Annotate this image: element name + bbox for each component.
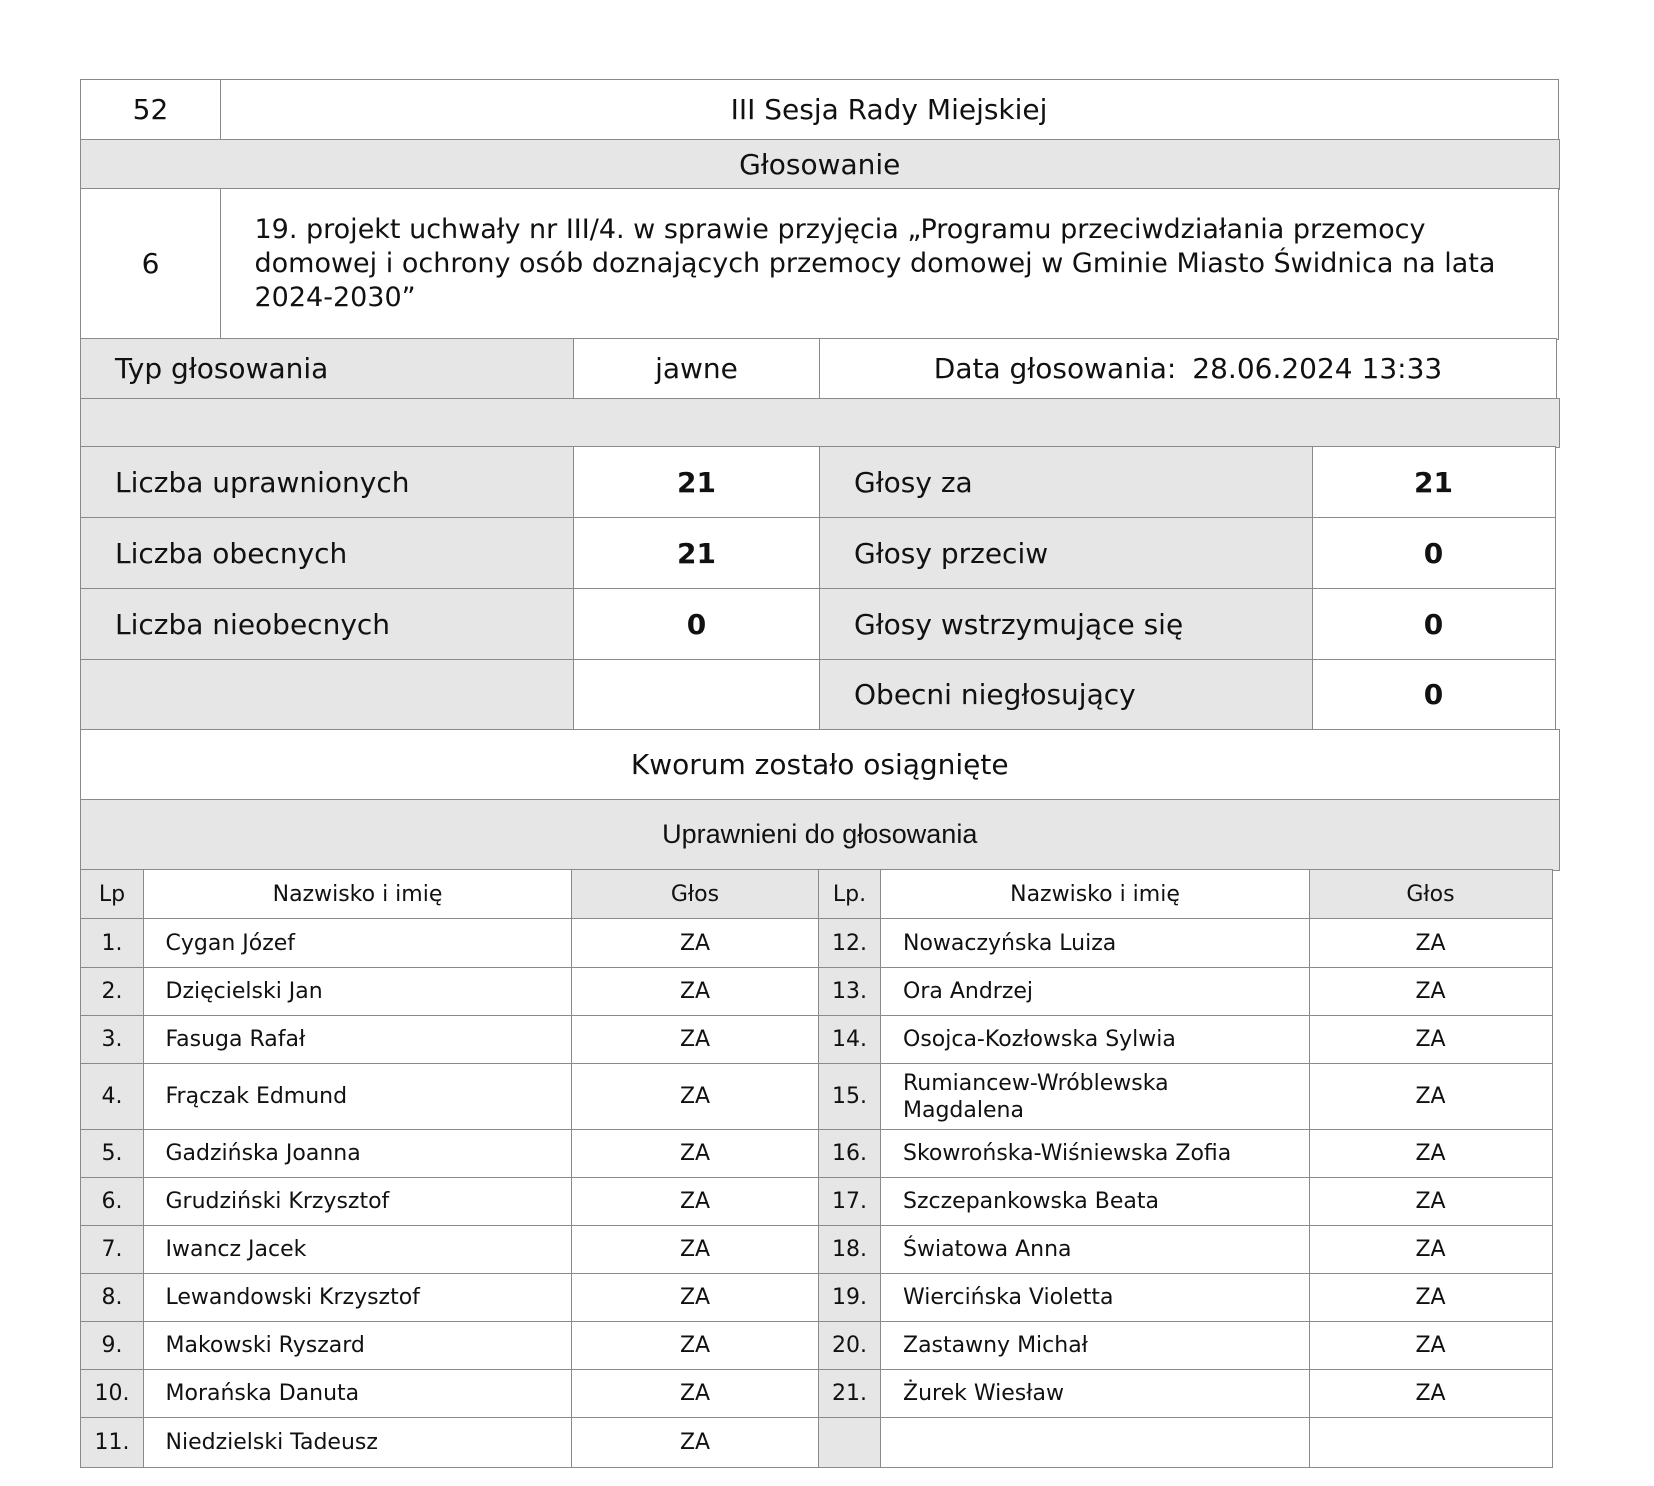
voter-row — [80, 1063, 1558, 1129]
voter-vote: ZA — [571, 1225, 819, 1275]
voter-name: Fasuga Rafał — [143, 1015, 573, 1065]
voter-name: Skowrońska-Wiśniewska Zofia — [880, 1129, 1310, 1179]
column-name-left: Nazwisko i imię — [143, 869, 573, 920]
voter-name: Frączak Edmund — [143, 1063, 573, 1131]
voter-name: Lewandowski Krzysztof — [143, 1273, 573, 1323]
quorum-row — [80, 729, 1558, 799]
vote-type-value: jawne — [573, 338, 821, 400]
voter-lp: 6. — [80, 1177, 144, 1227]
empty-value-cell — [573, 659, 821, 731]
voter-name: Zastawny Michał — [880, 1321, 1310, 1371]
absent-label: Liczba nieobecnych — [80, 588, 574, 661]
present-nonvoting-label: Obecni niegłosujący — [819, 659, 1313, 731]
voter-vote: ZA — [1309, 918, 1553, 969]
voter-vote: ZA — [571, 918, 819, 969]
stats-row-4 — [80, 659, 1558, 729]
votes-against-value: 0 — [1312, 517, 1556, 590]
voter-lp: 14. — [818, 1015, 882, 1065]
vote-date-value: 28.06.2024 13:33 — [1192, 352, 1443, 386]
voter-vote: ZA — [1309, 967, 1553, 1017]
voter-name: Osojca-Kozłowska Sylwia — [880, 1015, 1310, 1065]
voter-vote: ZA — [1309, 1129, 1553, 1179]
voter-name: Nowaczyńska Luiza — [880, 918, 1310, 969]
votes-against-label: Głosy przeciw — [819, 517, 1313, 590]
voter-vote: ZA — [571, 967, 819, 1017]
empty-vote-cell — [1309, 1417, 1553, 1468]
voter-lp: 1. — [80, 918, 144, 969]
vote-date-label: Data głosowania: — [933, 352, 1177, 386]
voter-lp: 8. — [80, 1273, 144, 1323]
voter-vote: ZA — [571, 1015, 819, 1065]
votes-abstain-label: Głosy wstrzymujące się — [819, 588, 1313, 661]
quorum-status: Kworum zostało osiągnięte — [80, 729, 1560, 801]
voter-lp: 18. — [818, 1225, 882, 1275]
voter-row — [80, 1129, 1558, 1177]
voter-vote: ZA — [1309, 1177, 1553, 1227]
agenda-item-title: 19. projekt uchwały nr III/4. w sprawie przyjęcia „Programu przeciwdziałania przemocy domowej i ochrony osób doznających przemocy domowej w Gminie Miasto Świdnica na lata 2024-2030” — [220, 188, 1559, 340]
votes-abstain-value: 0 — [1312, 588, 1556, 661]
session-header-row — [80, 79, 1558, 139]
column-vote-left: Głos — [571, 869, 819, 920]
column-lp-left: Lp — [80, 869, 144, 920]
voter-lp: 7. — [80, 1225, 144, 1275]
agenda-item-row — [80, 188, 1558, 338]
voter-name: Niedzielski Tadeusz — [143, 1417, 573, 1468]
vote-date-cell — [819, 338, 1557, 400]
voter-name: Cygan Józef — [143, 918, 573, 969]
voter-vote: ZA — [571, 1417, 819, 1468]
session-title: III Sesja Rady Miejskiej — [220, 79, 1559, 141]
empty-name-cell — [880, 1417, 1310, 1468]
voter-name: Morańska Danuta — [143, 1369, 573, 1419]
session-number: 52 — [80, 79, 221, 141]
eligible-value: 21 — [573, 446, 821, 519]
absent-value: 0 — [573, 588, 821, 661]
column-lp-right: Lp. — [818, 869, 882, 920]
voting-record-table — [80, 79, 1558, 1466]
voter-vote: ZA — [1309, 1063, 1553, 1131]
voter-row — [80, 1225, 1558, 1273]
voter-lp: 19. — [818, 1273, 882, 1323]
voter-name: Grudziński Krzysztof — [143, 1177, 573, 1227]
vote-type-label: Typ głosowania — [80, 338, 574, 400]
stats-row-3 — [80, 588, 1558, 659]
voter-name: Makowski Ryszard — [143, 1321, 573, 1371]
column-name-right: Nazwisko i imię — [880, 869, 1310, 920]
voter-vote: ZA — [571, 1273, 819, 1323]
present-label: Liczba obecnych — [80, 517, 574, 590]
voter-row — [80, 1273, 1558, 1321]
voter-name: Rumiancew-Wróblewska Magdalena — [880, 1063, 1310, 1131]
voter-vote: ZA — [571, 1177, 819, 1227]
votes-for-value: 21 — [1312, 446, 1556, 519]
voter-vote: ZA — [1309, 1015, 1553, 1065]
voter-lp: 17. — [818, 1177, 882, 1227]
voter-row — [80, 918, 1558, 967]
empty-lp-cell — [818, 1417, 882, 1468]
spacer-cell — [80, 398, 1560, 448]
eligible-label: Liczba uprawnionych — [80, 446, 574, 519]
voter-lp: 20. — [818, 1321, 882, 1371]
voter-vote: ZA — [571, 1129, 819, 1179]
stats-row-2 — [80, 517, 1558, 588]
vote-section-title: Głosowanie — [80, 139, 1560, 190]
voter-lp: 10. — [80, 1369, 144, 1419]
present-value: 21 — [573, 517, 821, 590]
spacer-row — [80, 398, 1558, 446]
votes-for-label: Głosy za — [819, 446, 1313, 519]
voter-row — [80, 1321, 1558, 1369]
agenda-item-number: 6 — [80, 188, 221, 340]
voter-vote: ZA — [571, 1369, 819, 1419]
voter-lp: 21. — [818, 1369, 882, 1419]
voter-name: Wiercińska Violetta — [880, 1273, 1310, 1323]
voter-lp: 9. — [80, 1321, 144, 1371]
voter-row — [80, 1417, 1558, 1466]
voter-lp: 5. — [80, 1129, 144, 1179]
eligible-header-row — [80, 799, 1558, 869]
voter-lp: 11. — [80, 1417, 144, 1468]
voter-name: Żurek Wiesław — [880, 1369, 1310, 1419]
voter-row — [80, 1015, 1558, 1063]
column-vote-right: Głos — [1309, 869, 1553, 920]
voter-vote: ZA — [571, 1063, 819, 1131]
voter-name: Światowa Anna — [880, 1225, 1310, 1275]
eligible-header: Uprawnieni do głosowania — [80, 799, 1560, 871]
voter-name: Gadzińska Joanna — [143, 1129, 573, 1179]
voter-name: Szczepankowska Beata — [880, 1177, 1310, 1227]
voter-name: Dzięcielski Jan — [143, 967, 573, 1017]
voter-row — [80, 1177, 1558, 1225]
vote-section-row — [80, 139, 1558, 188]
voter-name: Ora Andrzej — [880, 967, 1310, 1017]
voter-lp: 4. — [80, 1063, 144, 1131]
voter-vote: ZA — [1309, 1369, 1553, 1419]
voter-lp: 13. — [818, 967, 882, 1017]
voter-vote: ZA — [1309, 1225, 1553, 1275]
voter-row — [80, 1369, 1558, 1417]
voter-lp: 12. — [818, 918, 882, 969]
stats-row-1 — [80, 446, 1558, 517]
voter-columns-header — [80, 869, 1558, 918]
voter-vote: ZA — [1309, 1321, 1553, 1371]
voter-vote: ZA — [571, 1321, 819, 1371]
voter-vote: ZA — [1309, 1273, 1553, 1323]
voter-name: Iwancz Jacek — [143, 1225, 573, 1275]
vote-type-row — [80, 338, 1558, 398]
voter-lp: 3. — [80, 1015, 144, 1065]
voter-lp: 16. — [818, 1129, 882, 1179]
voter-row — [80, 967, 1558, 1015]
present-nonvoting-value: 0 — [1312, 659, 1556, 731]
voter-lp: 2. — [80, 967, 144, 1017]
empty-label-cell — [80, 659, 574, 731]
voter-lp: 15. — [818, 1063, 882, 1131]
